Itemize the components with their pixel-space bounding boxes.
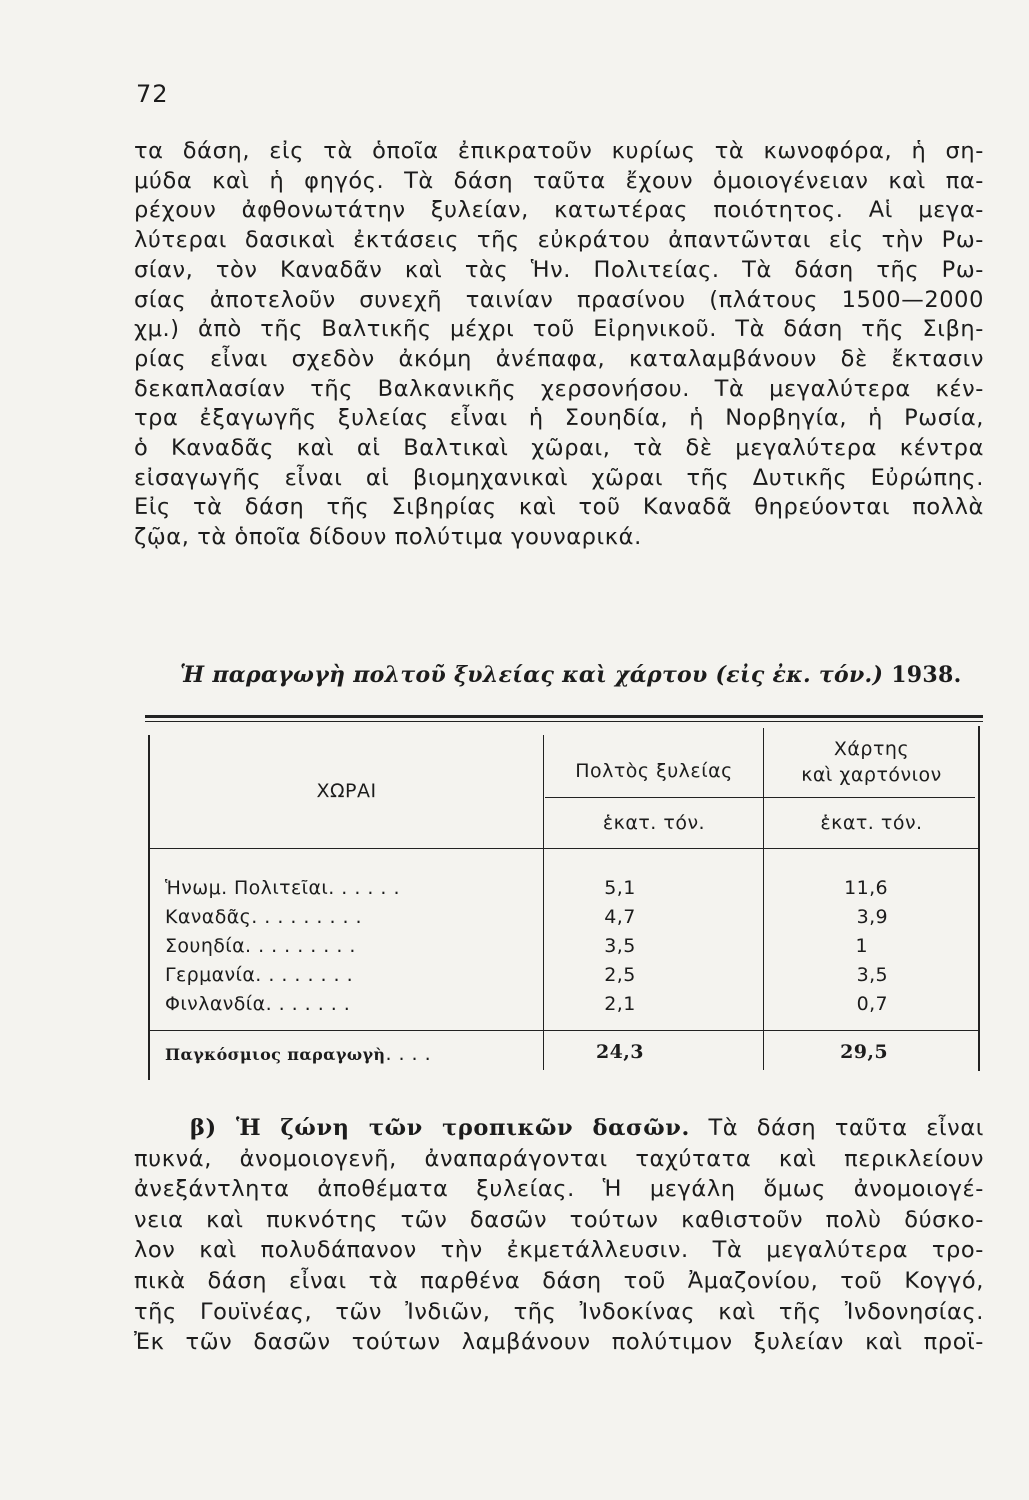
caption-year: 1938. [891,662,962,688]
text-line: δεκαπλασίαν τῆς Βαλκανικῆς χερσονήσου. Τὰ μεγαλύτερα κέν- [134,375,984,402]
row-country: Ἡνωμ. Πολιτεῖαι...... [165,877,407,899]
row-country: Σουηδία......... [165,935,363,957]
text-line: β) Ἡ ζώνη τῶν τροπικῶν δασῶν. Τὰ δάση ταῦτα εἶναι [190,1115,984,1141]
caption-text: Ἡ παραγωγὴ πολτοῦ ξυλείας καὶ χάρτου (εἰς ἐκ. τόν.) [180,662,884,688]
table-top-rule-thin [145,721,983,722]
row-pulp: 4,7 [604,906,636,928]
text-line: Εἰς τὰ δάση τῆς Σιβηρίας καὶ τοῦ Καναδᾶ θηρεύονται πολλὰ [134,494,984,521]
row-paper: 3,9 [856,906,888,928]
paragraph-tropical-forests [134,1113,984,1358]
text-line: σίαν, τὸν Καναδᾶν καὶ τὰς Ἡν. Πολιτείας. Τὰ δάση τῆς Ρω- [134,256,984,283]
text-line: νεια καὶ πυκνότης τῶν δασῶν τούτων καθιστοῦν πολὺ δύσκο- [134,1206,984,1233]
row-pulp: 3,5 [604,935,636,957]
header-pulp: Πολτὸς ξυλείας [575,760,733,782]
header-countries: ΧΩΡΑΙ [316,780,377,802]
row-country: Γερμανία........ [165,964,360,986]
row-pulp: 2,5 [604,964,636,986]
row-country: Καναδᾶς......... [165,906,369,928]
text-line: Ἐκ τῶν δασῶν τούτων λαμβάνουν πολύτιμον ξυλείαν καὶ προϊ- [134,1329,984,1356]
table-top-rule [145,715,983,718]
text-line: ὁ Καναδᾶς καὶ αἱ Βαλτικαὶ χῶραι, τὰ δὲ μεγαλύτερα κέντρα [134,435,984,462]
text-line: λύτεραι δασικαὶ ἐκτάσεις τῆς εὐκράτου ἀπαντῶνται εἰς τὴν Ρω- [134,227,984,254]
column-separator [543,735,544,1070]
section-heading: β) Ἡ ζώνη τῶν τροπικῶν δασῶν. [190,1115,690,1141]
total-rule [150,1030,978,1031]
text-line: σίας ἀποτελοῦν συνεχῆ ταινίαν πρασίνου (πλάτους 1500—2000 [134,286,984,313]
text-line: ἀνεξάντλητα ἀποθέματα ξυλείας. Ἡ μεγάλη ὅμως ἀνομοιογέ- [134,1176,984,1203]
text-line: ρέχουν ἀφθονωτάτην ξυλείαν, κατωτέρας ποιότητος. Αἱ μεγα- [134,197,984,224]
column-separator [763,728,764,1070]
unit-paper: ἑκατ. τόν. [820,812,923,834]
row-paper: 3,5 [856,964,888,986]
header-mid-rule [545,797,975,798]
header-paper-line1: Χάρτης [833,738,910,760]
table-right-border [978,726,980,1071]
text-line: χμ.) ἀπὸ τῆς Βαλτικῆς μέχρι τοῦ Εἰρηνικοῦ. Τὰ δάση τῆς Σιβη- [134,316,984,343]
text-line: τῆς Γουϊνέας, τῶν Ἰνδιῶν, τῆς Ἰνδοκίνας καὶ τῆς Ἰνδονησίας. [134,1298,984,1325]
text-line: ζῷα, τὰ ὁποῖα δίδουν πολύτιμα γουναρικά. [134,524,642,551]
page-number: 72 [136,80,169,108]
text-line: λον καὶ πολυδάπανον τὴν ἐκμετάλλευσιν. Τὰ μεγαλύτερα τρο- [134,1237,984,1264]
total-pulp: 24,3 [596,1041,644,1063]
row-paper: 0,7 [856,993,888,1015]
header-paper-line2: καὶ χαρτόνιον [801,764,942,786]
row-paper: 11,6 [844,877,888,899]
row-country: Φινλανδία....... [165,993,357,1015]
text-line: τα δάση, εἰς τὰ ὁποῖα ἐπικρατοῦν κυρίως τὰ κωνοφόρα, ἡ ση- [134,138,984,164]
row-pulp: 5,1 [604,877,636,899]
total-paper: 29,5 [840,1041,888,1063]
text-line: τρα ἐξαγωγῆς ξυλείας εἶναι ἡ Σουηδία, ἡ Νορβηγία, ἡ Ρωσία, [134,405,984,432]
text-line: μύδα καὶ ἡ φηγός. Τὰ δάση ταῦτα ἔχουν ὁμοιογένειαν καὶ πα- [134,167,984,194]
text-line: πικὰ δάση εἶναι τὰ παρθένα δάση τοῦ Ἀμαζονίου, τοῦ Κογγό, [134,1267,984,1294]
text-line: εἰσαγωγῆς εἶναι αἱ βιομηχανικαὶ χῶραι τῆς Δυτικῆς Εὐρώπης. [134,464,984,491]
header-bottom-rule [150,848,978,849]
row-pulp: 2,1 [604,993,636,1015]
table-caption [180,662,980,688]
text-line: πυκνά, ἀνομοιογενῆ, ἀναπαράγονται ταχύτατα καὶ περικλείουν [134,1145,984,1172]
unit-pulp: ἑκατ. τόν. [602,812,706,834]
paragraph-temperate-forests [134,137,984,553]
total-label: Παγκόσμιος παραγωγὴ.... [165,1043,438,1065]
text-line: ρίας εἶναι σχεδὸν ἀκόμη ἀνέπαφα, καταλαμβάνουν δὲ ἔκτασιν [134,345,984,372]
row-paper: 1 [855,935,868,957]
